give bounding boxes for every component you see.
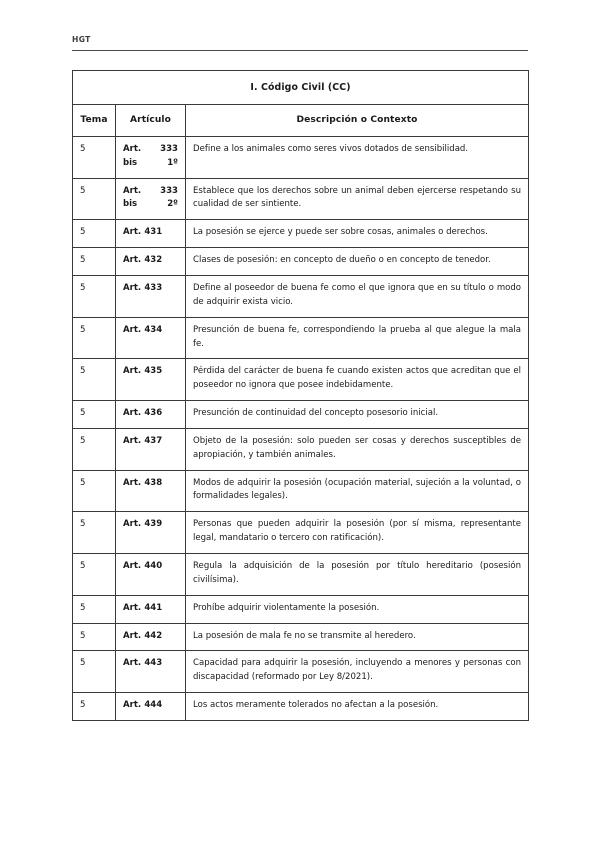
cell-descripcion: Define a los animales como seres vivos dotados de sensibilidad. [186,136,529,178]
table-row [73,623,529,651]
cell-tema: 5 [73,553,116,595]
cell-descripcion: Presunción de buena fe, correspondiendo la prueba al que alegue la mala fe. [186,317,529,359]
cell-descripcion: Modos de adquirir la posesión (ocupación material, sujeción a la voluntad, o formalidades legales). [186,470,529,512]
running-header-text: HGT [72,35,91,44]
cell-descripcion: Establece que los derechos sobre un animal deben ejercerse respetando su cualidad de ser sintiente. [186,178,529,220]
table-row [73,248,529,276]
cell-articulo: Art. 435 [116,359,186,401]
cell-descripcion: Pérdida del carácter de buena fe cuando existen actos que acreditan que el poseedor no ignora que posee indebidamente. [186,359,529,401]
table-row [73,512,529,554]
table-row [73,470,529,512]
cell-tema: 5 [73,428,116,470]
cell-descripcion: Los actos meramente tolerados no afectan a la posesión. [186,693,529,721]
cell-tema: 5 [73,136,116,178]
cell-descripcion: Clases de posesión: en concepto de dueño o en concepto de tenedor. [186,248,529,276]
table-row [73,595,529,623]
cell-tema: 5 [73,401,116,429]
cell-tema: 5 [73,276,116,318]
cell-articulo: Art. 444 [116,693,186,721]
table-container [72,70,528,721]
cell-articulo: Art. 437 [116,428,186,470]
table-title: I. Código Civil (CC) [73,71,529,105]
cell-tema: 5 [73,470,116,512]
codigo-civil-table [72,70,529,721]
cell-tema: 5 [73,595,116,623]
cell-descripcion: Objeto de la posesión: solo pueden ser cosas y derechos susceptibles de apropiación, y también animales. [186,428,529,470]
cell-tema: 5 [73,248,116,276]
cell-articulo: Art. 440 [116,553,186,595]
cell-articulo: Art. 434 [116,317,186,359]
table-row [73,693,529,721]
table-row [73,136,529,178]
table-row [73,651,529,693]
table-row [73,276,529,318]
cell-descripcion: Capacidad para adquirir la posesión, incluyendo a menores y personas con discapacidad (reformado por Ley 8/2021). [186,651,529,693]
table-row [73,401,529,429]
cell-articulo: Art. 436 [116,401,186,429]
cell-descripcion: Personas que pueden adquirir la posesión (por sí misma, representante legal, mandatario o tercero con ratificación). [186,512,529,554]
cell-tema: 5 [73,178,116,220]
cell-descripcion: La posesión de mala fe no se transmite al heredero. [186,623,529,651]
cell-articulo: Art. 333 bis 1º [116,136,186,178]
cell-descripcion: Define al poseedor de buena fe como el que ignora que en su título o modo de adquirir exista vicio. [186,276,529,318]
cell-articulo: Art. 431 [116,220,186,248]
cell-articulo: Art. 432 [116,248,186,276]
cell-descripcion: Regula la adquisición de la posesión por título hereditario (posesión civilísima). [186,553,529,595]
column-header-descripcion: Descripción o Contexto [186,105,529,137]
cell-articulo: Art. 438 [116,470,186,512]
cell-articulo: Art. 442 [116,623,186,651]
cell-tema: 5 [73,220,116,248]
cell-articulo: Art. 433 [116,276,186,318]
table-row [73,428,529,470]
table-body [73,71,529,721]
table-title-row [73,71,529,105]
column-header-tema: Tema [73,105,116,137]
table-row [73,220,529,248]
cell-tema: 5 [73,651,116,693]
cell-tema: 5 [73,693,116,721]
cell-tema: 5 [73,359,116,401]
cell-descripcion: La posesión se ejerce y puede ser sobre cosas, animales o derechos. [186,220,529,248]
cell-descripcion: Presunción de continuidad del concepto posesorio inicial. [186,401,529,429]
cell-articulo: Art. 439 [116,512,186,554]
cell-tema: 5 [73,512,116,554]
table-row [73,359,529,401]
cell-descripcion: Prohíbe adquirir violentamente la posesión. [186,595,529,623]
cell-articulo: Art. 443 [116,651,186,693]
table-row [73,178,529,220]
cell-tema: 5 [73,623,116,651]
running-header [72,36,528,51]
cell-articulo: Art. 441 [116,595,186,623]
table-row [73,553,529,595]
cell-articulo: Art. 333 bis 2º [116,178,186,220]
table-row [73,317,529,359]
cell-tema: 5 [73,317,116,359]
table-header-row [73,105,529,137]
header-rule [72,50,528,51]
column-header-articulo: Artículo [116,105,186,137]
